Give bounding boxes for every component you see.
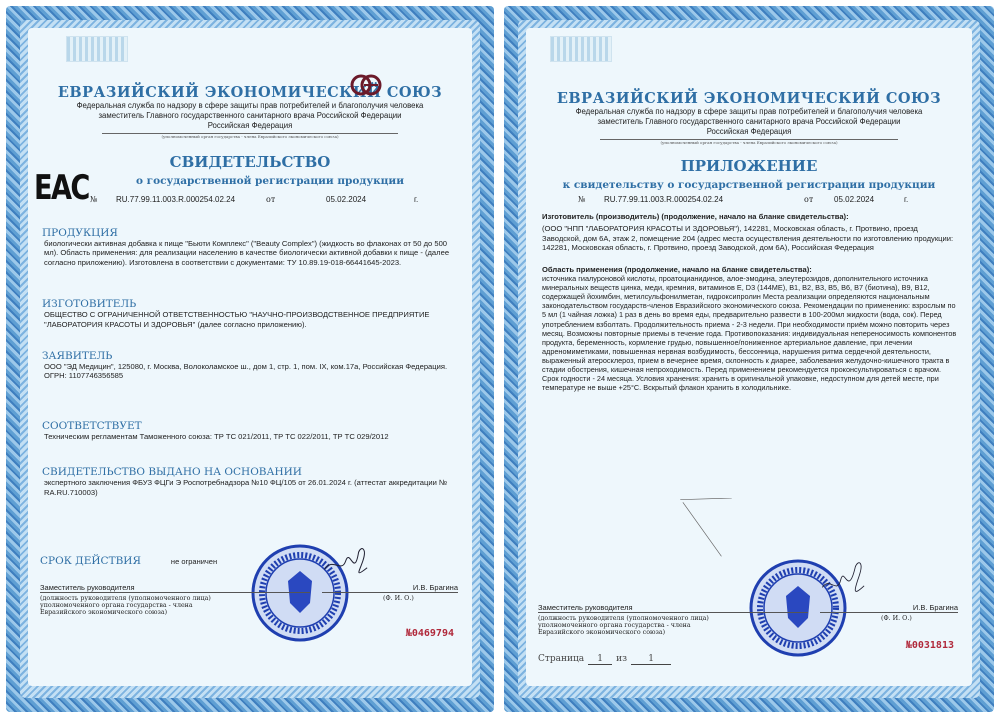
page-current: 1 [588,654,612,665]
position-caption: (должность руководителя (уполномоченного лица) уполномоченного органа государства - члена Евразийского экономического союза) [538,615,709,637]
hologram-sticker [66,36,128,62]
certificate-page [6,6,494,712]
union-title: ЕВРАЗИЙСКИЙ ЭКОНОМИЧЕСКИЙ СОЮЗ [57,84,443,101]
agency-caption: (уполномоченный орган государства - члена Евразийского экономического союза) [660,140,838,145]
signer-position: Заместитель руководителя [538,603,808,613]
applicant-heading: ЗАЯВИТЕЛЬ [42,350,113,363]
signature-icon [818,558,878,602]
ce-logo-icon [350,73,382,97]
product-heading: ПРОДУКЦИЯ [42,227,118,239]
year-suffix: г. [904,195,909,204]
appendix-page [504,6,994,712]
agency-line: Федеральная служба по надзору в сфере защиты прав потребителей и благополучия человека [575,107,923,116]
from-label: от [266,195,276,204]
document-title: ПРИЛОЖЕНИЕ [680,157,818,175]
agency-line: заместитель Главного государственного санитарного врача Российской Федерации [597,117,901,126]
hologram-sticker [550,36,612,62]
agency-caption: (уполномоченный орган государства - члена Евразийского экономического союза) [161,134,339,139]
page-of-label: из [616,654,628,664]
agency-line: Федеральная служба по надзору в сфере защиты прав потребителей и благополучия человека [76,101,424,110]
signer-name: И.В. Брагина [322,583,458,593]
from-label: от [804,195,814,204]
number-label: № [90,195,98,204]
agency-line: Российская Федерация [207,121,293,130]
agency-line: заместитель Главного государственного санитарного врача Российской Федерации [98,111,402,120]
basis-heading: СВИДЕТЕЛЬСТВО ВЫДАНО НА ОСНОВАНИИ [42,466,302,479]
page-counter [538,654,671,665]
page-total: 1 [631,654,671,665]
eac-mark-icon: ЕАС [34,168,89,208]
year-suffix: г. [414,195,419,204]
serial-number: №0469794 [405,628,454,639]
manufacturer-heading: Изготовитель (производитель) (продолжение, начало на бланке свидетельства): [542,212,849,221]
registration-number: RU.77.99.11.003.R.000254.02.24 [116,195,236,204]
registration-number: RU.77.99.11.003.R.000254.02.24 [604,195,724,204]
number-label: № [578,195,586,204]
complies-text: Техническим регламентам Таможенного союза: ТР ТС 021/2011, ТР ТС 022/2011, ТР ТС 029/2012 [44,431,389,441]
manufacturer-text: ОБЩЕСТВО С ОГРАНИЧЕННОЙ ОТВЕТСТВЕННОСТЬЮ "НАУЧНО-ПРОИЗВОДСТВЕННОЕ ПРЕДПРИЯТИЕ "ЛАБОРАТОРИЯ КРАСОТЫ И ЗДОРОВЬЯ" (далее согласно приложению). [44,310,430,329]
signer-position: Заместитель руководителя [40,583,310,593]
name-caption: (Ф. И. О.) [881,615,912,622]
z-strike-line-icon [676,498,736,558]
basis-text: экспертного заключения ФБУЗ ФЦГи Э Роспотребнадзора №10 ФЦ/105 от 26.01.2024 г. (аттестат аккредитации № RA.RU.710003) [44,478,448,497]
applicant-text: ООО "ЭД Медицин", 125080, г. Москва, Волоколамское ш., дом 1, стр. 1, пом. IX, ком.17а, Российская Федерация. ОГРН: 1107746356585 [44,362,448,381]
manufacturer-text: (ООО "НПП "ЛАБОРАТОРИЯ КРАСОТЫ И ЗДОРОВЬЯ"), 142281, Московская область, г. Протвино, проезд Заводской, дом 6А, этаж 2, помещение 204 (адрес места осуществления деятельности по изготовлению продукции: 142281, Московская область, г. Протвино, проезд Заводской, дом 6А), Российская Федерация [542,224,954,253]
position-caption: (должность руководителя (уполномоченного лица) уполномоченного органа государства - члена Евразийского экономического союза) [40,595,211,617]
signer-name: И.В. Брагина [820,603,958,613]
document-subtitle: о государственной регистрации продукции [136,175,404,187]
product-text: биологически активная добавка к пище "Бьюти Комплекс" ("Beauty Complex") (жидкость во флаконах от 50 до 500 мл). Область применения: для реализации населению в качестве биологически активной добавки к пище - (далее согласно приложению). Изготовлена в соответствии с документами: ТУ 10.89.19-018-66441645-2023. [44,239,450,267]
union-title: ЕВРАЗИЙСКИЙ ЭКОНОМИЧЕСКИЙ СОЮЗ [556,90,942,107]
registration-date: 05.02.2024 [834,195,875,204]
document-subtitle: к свидетельству о государственной регистрации продукции [562,179,936,191]
document-title: СВИДЕТЕЛЬСТВО [169,153,331,171]
scope-text: источника гиалуроновой кислоты, проатоцианидинов, алое-эмодина, элеутерозидов, дополнительного источника минеральных веществ цинка, меди, кремния, витаминов E, D3 (144МЕ), B1, B2, B3, B5, B6, B7 (биотина), B9, B12, содержащей йохимбин, метилсульфонилметан, гидроксипролин Места реализации определяются национальным законодательством государств-членов Евразийского экономического союза. Рекомендации по применению: взрослым по 5 мл (1 чайная ложка) 1 раз в день во время еды, предварительно развести в 100-200мл жидкости (вода, сок). Перед употреблением взболтать. Продолжительность приема - 2-3 недели. При необходимости приём можно повторить через месяц. Возможны повторные приемы в течение года. Противопоказания: индивидуальная непереносимость компонентов продукта, беременность, кормление грудью, повышенное/пониженное артериальное давление, при лечении адреномиметиками, повышенная нервная возбудимость, бессонница, нарушения ритма сердечной деятельности, выраженный атеросклероз, прием в вечернее время, склонность к диарее, заболевания желудочно-кишечного тракта в стадии обострения, кишечная непроходимость. Перед применением рекомендуется проконсультироваться с врачом. Срок годности - 24 месяца. Условия хранения: хранить в оригинальной упаковке, недоступном для детей месте, при температуре не выше +25°С. Вскрытый флакон хранить в холодильнике. [542,274,957,393]
registration-date: 05.02.2024 [326,195,367,204]
agency-line: Российская Федерация [706,127,792,136]
certificate-panel [28,28,472,686]
registration-number-row [578,195,958,204]
validity-heading: СРОК ДЕЙСТВИЯ [40,555,141,567]
manufacturer-heading: ИЗГОТОВИТЕЛЬ [42,298,137,311]
name-caption: (Ф. И. О.) [383,595,414,602]
complies-heading: СООТВЕТСТВУЕТ [42,419,142,432]
scope-heading: Область применения (продолжение, начало на бланке свидетельства): [542,264,812,274]
appendix-panel [526,28,972,686]
registration-number-row [90,195,458,204]
page-label: Страница [538,654,585,664]
serial-number: №0031813 [905,640,954,651]
validity-value: не ограничен [170,557,218,566]
